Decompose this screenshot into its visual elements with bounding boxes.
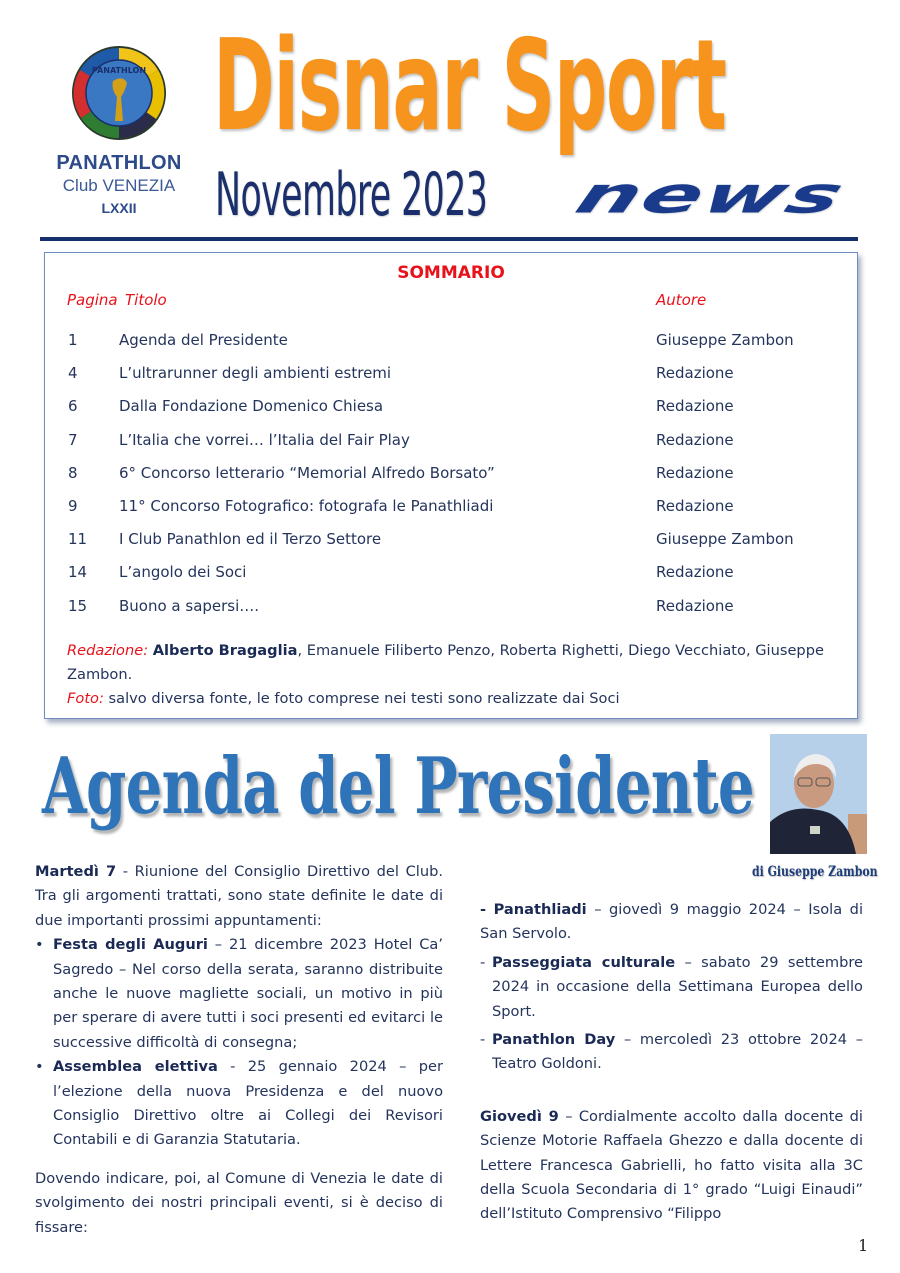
toc-article-title: L’angolo dei Soci xyxy=(119,563,247,582)
toc-row xyxy=(45,464,857,488)
event-text: – sabato 29 settembre 2024 in occasione della Settimana Europea dello Sport. xyxy=(492,953,863,1020)
event-name: Festa degli Auguri xyxy=(53,936,208,954)
toc-page-number: 14 xyxy=(68,563,88,582)
toc-author: Redazione xyxy=(656,463,734,482)
article-column-right xyxy=(480,898,863,1227)
toc-header-author: Autore xyxy=(656,291,707,309)
club-logo xyxy=(33,33,205,216)
panathlon-emblem-icon xyxy=(71,45,167,141)
toc-article-title: L’ultrarunner degli ambienti estremi xyxy=(119,364,392,383)
toc-row xyxy=(45,397,857,421)
events-list xyxy=(480,951,863,1077)
dash-icon: - xyxy=(480,901,487,918)
toc-row xyxy=(45,431,857,455)
redazione-names: , Emanuele Filiberto Penzo, Roberta Righetti, Diego Vecchiato, Giuseppe Zambon. xyxy=(67,642,824,683)
list-item xyxy=(480,951,863,1024)
article-title: Agenda del Presidente xyxy=(42,741,754,832)
toc-page-number: 7 xyxy=(68,430,78,449)
toc-page-number: 6 xyxy=(68,397,78,416)
redazione-lead: Alberto Bragaglia xyxy=(152,642,298,659)
event-text: – mercoledì 23 ottobre 2024 – Teatro Goldoni. xyxy=(492,1031,863,1073)
toc-author: Giuseppe Zambon xyxy=(656,530,794,549)
portrait-icon xyxy=(770,734,867,854)
date-label: Giovedì 9 xyxy=(480,1107,559,1125)
page-number: 1 xyxy=(858,1236,869,1255)
list-item xyxy=(35,1055,443,1153)
masthead-divider xyxy=(40,237,858,241)
toc-row xyxy=(45,563,857,587)
dash-icon: - xyxy=(480,1031,486,1049)
article-byline: di Giuseppe Zambon xyxy=(752,864,878,880)
toc-article-title: I Club Panathlon ed il Terzo Settore xyxy=(119,530,382,549)
bullet-icon: • xyxy=(35,936,44,954)
paragraph: Dovendo indicare, poi, al Comune di Venezia le date di svolgimento dei nostri principali eventi, si è deciso di fissare: xyxy=(35,1169,443,1236)
editorial-credits xyxy=(67,639,857,711)
newsletter-title: Disnar Sport xyxy=(213,13,726,160)
paragraph xyxy=(35,860,443,933)
toc-page-number: 9 xyxy=(68,497,78,515)
svg-text:PANATHLON: PANATHLON xyxy=(91,66,147,75)
toc-article-title: 6° Concorso letterario “Memorial Alfredo Borsato” xyxy=(119,463,495,482)
toc-article-title: Agenda del Presidente xyxy=(119,331,288,349)
toc-row xyxy=(45,530,857,554)
toc-author: Redazione xyxy=(656,397,734,416)
event-name: Passeggiata culturale xyxy=(492,953,676,971)
toc-page-number: 4 xyxy=(68,364,78,383)
toc-header-title: Titolo xyxy=(125,291,167,309)
toc-author: Redazione xyxy=(656,596,734,615)
toc-title: SOMMARIO xyxy=(397,263,505,283)
event-line xyxy=(480,898,863,947)
toc-row xyxy=(45,364,857,388)
toc-page-number: 11 xyxy=(68,530,88,549)
foto-label: Foto: xyxy=(67,690,104,707)
toc-author: Redazione xyxy=(656,497,734,515)
event-text: – 21 dicembre 2023 Hotel Ca’ Sagredo – Nel corso della serata, saranno distribuite anche le nuove magliette sociali, un motivo in più per sperare di avere tutti i soci presenti ed evitarci le successive difficoltà di consegna; xyxy=(53,936,443,1051)
toc-page-number: 15 xyxy=(68,596,88,615)
paragraph xyxy=(480,1105,863,1227)
toc-article-title: Buono a sapersi…. xyxy=(119,596,260,615)
toc-row xyxy=(45,597,857,621)
list-item xyxy=(35,933,443,1055)
foto-text: salvo diversa fonte, le foto comprese nei testi sono realizzate dai Soci xyxy=(103,690,620,707)
newsletter-subtitle: news xyxy=(567,165,855,225)
toc-author: Redazione xyxy=(656,430,734,449)
toc-author: Redazione xyxy=(656,364,734,383)
toc-author: Redazione xyxy=(656,563,734,582)
logo-name: PANATHLON xyxy=(56,152,182,174)
event-name: Assemblea elettiva xyxy=(53,1058,218,1076)
table-of-contents xyxy=(44,252,858,719)
article-column-left xyxy=(35,860,443,1240)
toc-page-number: 1 xyxy=(68,331,78,349)
paragraph-text: - Riunione del Consiglio Direttivo del Club. Tra gli argomenti trattati, sono state definite le date di due importanti prossimi appuntamenti: xyxy=(35,863,443,929)
logo-number: LXXII xyxy=(101,200,137,216)
dash-icon: - xyxy=(480,953,486,971)
event-name: Panathlon Day xyxy=(492,1031,616,1049)
redazione-label: Redazione: xyxy=(67,642,149,659)
author-photo xyxy=(770,734,867,854)
date-label: Martedì 7 xyxy=(35,863,117,880)
toc-header-page: Pagina xyxy=(67,291,118,309)
appointments-list xyxy=(35,933,443,1153)
toc-article-title: L’Italia che vorrei… l’Italia del Fair Play xyxy=(119,430,410,449)
toc-author: Giuseppe Zambon xyxy=(656,331,794,349)
bullet-icon: • xyxy=(35,1058,44,1076)
toc-page-number: 8 xyxy=(68,463,78,482)
paragraph-text: – Cordialmente accolto dalla docente di Scienze Motorie Raffaela Ghezzo e dalla docente di Lettere Francesca Gabrielli, ho fatto visita alla 3C della Scuola Secondaria di 1° grado “Luigi Einaudi” dell’Istituto Comprensivo “Filippo xyxy=(480,1107,863,1223)
toc-row xyxy=(45,331,857,355)
event-name: Panathliadi xyxy=(493,901,587,918)
toc-article-title: Dalla Fondazione Domenico Chiesa xyxy=(119,397,384,416)
list-item xyxy=(480,1028,863,1077)
event-text: - 25 gennaio 2024 – per l’elezione della nuova Presidenza e del nuovo Consiglio Direttivo oltre ai Collegi dei Revisori Contabili e di Garanzia Statutaria. xyxy=(53,1058,443,1149)
toc-article-title: 11° Concorso Fotografico: fotografa le Panathliadi xyxy=(119,497,494,515)
event-text: – giovedì 9 maggio 2024 – Isola di San Servolo. xyxy=(480,901,863,943)
logo-club: Club VENEZIA xyxy=(62,176,176,195)
issue-date: Novembre 2023 xyxy=(215,160,488,230)
toc-row xyxy=(45,497,857,521)
